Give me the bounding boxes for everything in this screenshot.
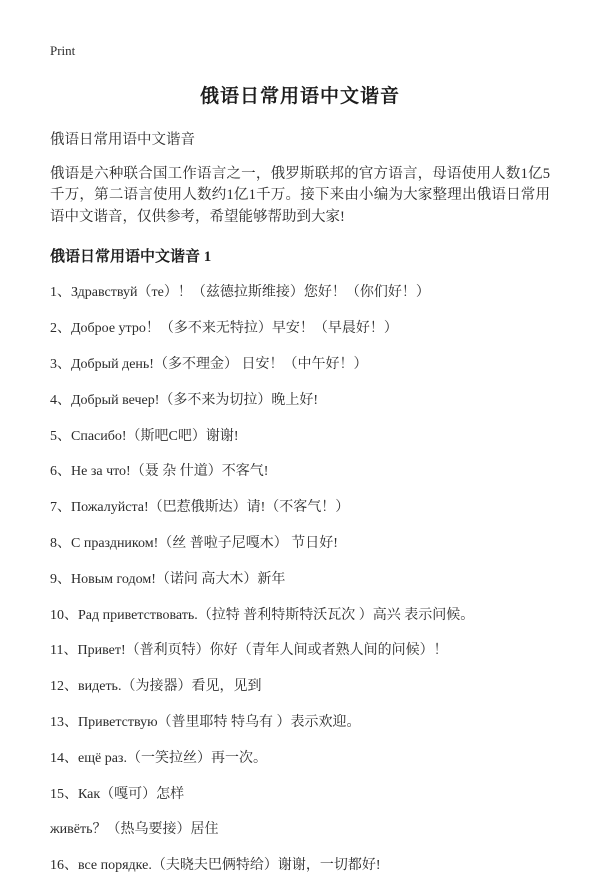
page-title: 俄语日常用语中文谐音 (199, 86, 400, 107)
list-item: живёть？（热乌要接）居住 (50, 822, 219, 838)
list-item: 7、Пожалуйста!（巴惹俄斯达）请!（不客气！） (50, 500, 350, 516)
list-item: 11、Привет!（普利页特）你好（青年人间或者熟人间的问候）！ (50, 643, 448, 659)
list-item: 5、Спасибо!（斯吧C吧）谢谢! (50, 428, 239, 444)
list-item: 10、Рад приветствовать.（拉特 普利特斯特沃瓦次 ）高兴 表示问候。 (50, 607, 475, 623)
phrase-list (50, 285, 550, 875)
list-item: 2、Доброе утро！（多不来无特拉）早安！（早晨好！） (50, 321, 398, 337)
intro-paragraph: 俄语是六种联合国工作语言之一，俄罗斯联邦的官方语言，母语使用人数1亿5千万，第二语言使用人数约1亿1千万。接下来由小编为大家整理出俄语日常用语中文谐音，仅供参考，希望能够帮助到大家! (50, 166, 550, 225)
print-button[interactable]: Print (50, 43, 76, 58)
list-item: 9、Новым годом!（诺问 高大木）新年 (50, 571, 286, 587)
list-item: 1、Здравствуй（те）！（兹德拉斯维接）您好！（你们好！） (50, 285, 430, 301)
list-item: 15、Как（嘎可）怎样 (50, 786, 185, 802)
list-item: 16、все порядке.（夫晓夫巴俩特给）谢谢，一切都好! (50, 858, 381, 874)
list-item: 13、Приветствую（普里耶特 特乌有 ）表示欢迎。 (50, 714, 361, 730)
list-item: 14、ещё раз.（一笑拉丝）再一次。 (50, 750, 267, 766)
list-item: 8、С праздником!（丝 普啦子尼嘎木） 节日好! (50, 535, 338, 551)
list-item: 6、Не за что!（聂 杂 什道）不客气! (50, 464, 269, 480)
page-subtitle: 俄语日常用语中文谐音 (50, 132, 195, 148)
list-item: 3、Добрый день!（多不理金） 日安！（中午好！） (50, 356, 368, 372)
list-item: 12、видеть.（为接器）看见，见到 (50, 679, 262, 695)
list-item: 4、Добрый вечер!（多不来为切拉）晚上好! (50, 392, 319, 408)
section-heading: 俄语日常用语中文谐音 1 (50, 249, 212, 266)
